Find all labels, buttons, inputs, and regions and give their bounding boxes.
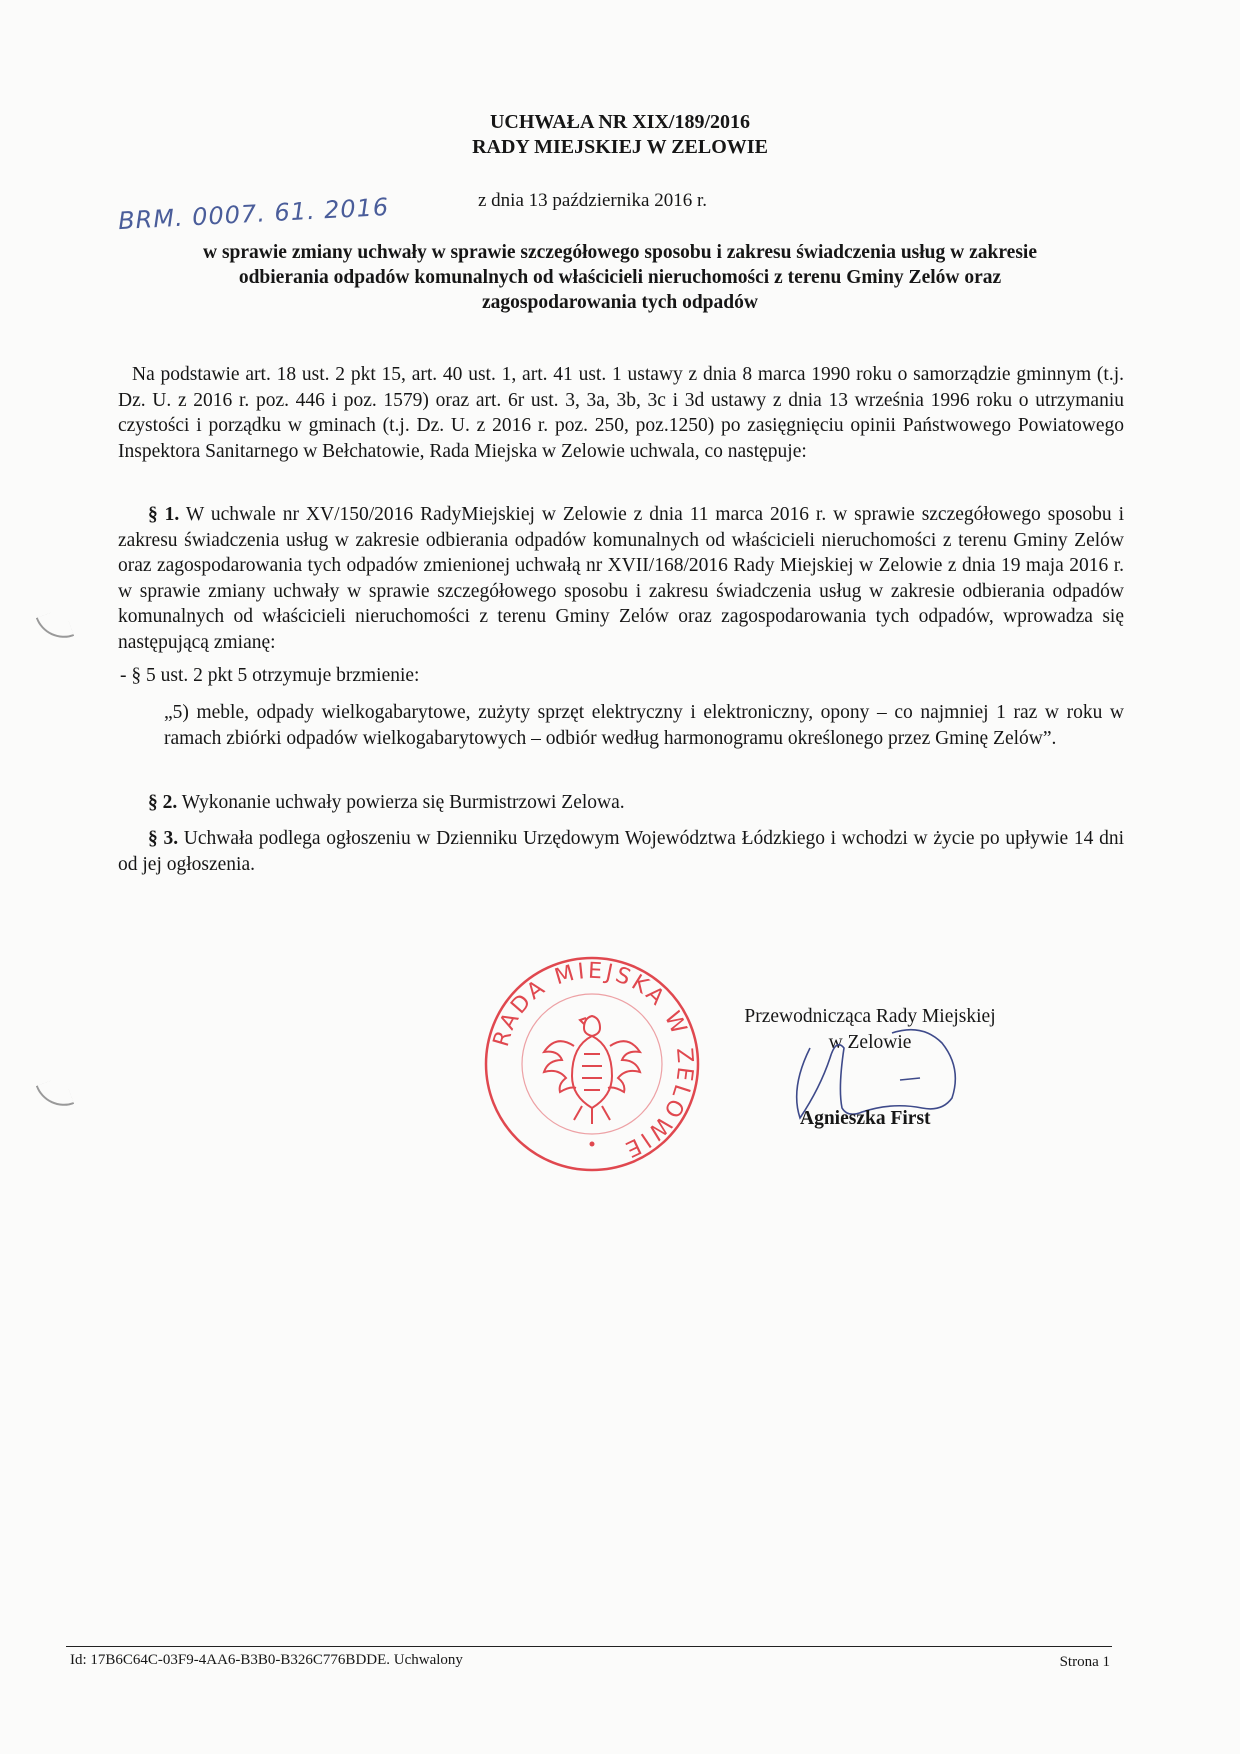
section-1 [118,502,1124,655]
section-1-text: W uchwale nr XV/150/2016 RadyMiejskiej w Zelowie z dnia 11 marca 2016 r. w sprawie szczegółowego sposobu i zakresu świadczenia usług w zakresie odbierania odpadów komunalnych od właścicieli nieruchomości z terenu Gminy Zelów oraz zagospodarowania tych odpadów zmienionej uchwałą nr XVII/168/2016 Rady Miejskiej w Zelowie z dnia 19 maja 2016 r. w sprawie zmiany uchwały w sprawie szczegółowego sposobu i zakresu świadczenia usług w zakresie odbierania odpadów komunalnych od właścicieli nieruchomości z terenu Gminy Zelów oraz zagospodarowania tych odpadów, wprowadza się następującą zmianę: [118,504,1124,653]
footer-divider [66,1646,1112,1647]
official-stamp [482,954,702,1174]
title-line-2: RADY MIEJSKIEJ W ZELOWIE [472,136,768,158]
resolution-date: z dnia 13 października 2016 r. [478,190,707,211]
section-3-text: Uchwała podlega ogłoszeniu w Dzienniku Urzędowym Województwa Łódzkiego i wchodzi w życie po upływie 14 dni od jej ogłoszenia. [118,828,1125,875]
section-3-label: § 3. [148,828,179,849]
section-2 [148,790,625,816]
signatory-title-line-2: w Zelowie [828,1032,912,1053]
punch-hole-mark [36,608,74,646]
page-number: Strona 1 [1059,1654,1110,1670]
resolution-subject [140,240,1100,315]
document-id: Id: 17B6C64C-03F9-4AA6-B3B0-B326C776BDDE. Uchwalony [70,1652,463,1668]
legal-basis-paragraph: Na podstawie art. 18 ust. 2 pkt 15, art. 40 ust. 1, art. 41 ust. 1 ustawy z dnia 8 marca 1990 roku o samorządzie gminnym (t.j. Dz. U. z 2016 r. poz. 446 i poz. 1579) oraz art. 6r ust. 3, 3a, 3b, 3c i 3d ustawy z dnia 13 września 1996 roku o utrzymaniu czystości i porządku w gminach (t.j. Dz. U. z 2016 r. poz. 250, poz.1250) po zasięgnięciu opinii Państwowego Powiatowego Inspektora Sanitarnego w Bełchatowie, Rada Miejska w Zelowie uchwala, co następuje: [118,364,1124,462]
section-2-text: Wykonanie uchwały powierza się Burmistrzowi Zelowa. [181,792,625,813]
section-3 [118,826,1124,877]
subject-line-3: zagospodarowania tych odpadów [482,292,758,313]
amendment-quote: „5) meble, odpady wielkogabarytowe, zużyty sprzęt elektryczny i elektroniczny, opony – co najmniej 1 raz w roku w ramach zbiórki odpadów wielkogabarytowych – odbiór według harmonogramu określonego przez Gminę Zelów”. [164,702,1124,749]
subject-line-1: w sprawie zmiany uchwały w sprawie szczegółowego sposobu i zakresu świadczenia usług w zakresie [203,242,1037,263]
section-2-label: § 2. [148,792,178,813]
signatory-title-line-1: Przewodnicząca Rady Miejskiej [744,1006,996,1027]
signatory-name: Agnieszka First [800,1108,931,1129]
handwritten-reference: BRM. 0007. 61. 2016 [117,192,390,236]
resolution-title [0,110,1240,160]
title-line-1: UCHWAŁA NR XIX/189/2016 [489,111,751,133]
section-1-label: § 1. [148,504,180,525]
stamp-text: RADA MIEJSKA W ZELOWIE [488,958,698,1163]
amendment-item: - § 5 ust. 2 pkt 5 otrzymuje brzmienie: [120,665,420,686]
punch-hole-mark [36,1076,74,1114]
subject-line-2: odbierania odpadów komunalnych od właścicieli nieruchomości z terenu Gminy Zelów oraz [238,267,1002,288]
eagle-emblem-icon [544,1016,640,1124]
